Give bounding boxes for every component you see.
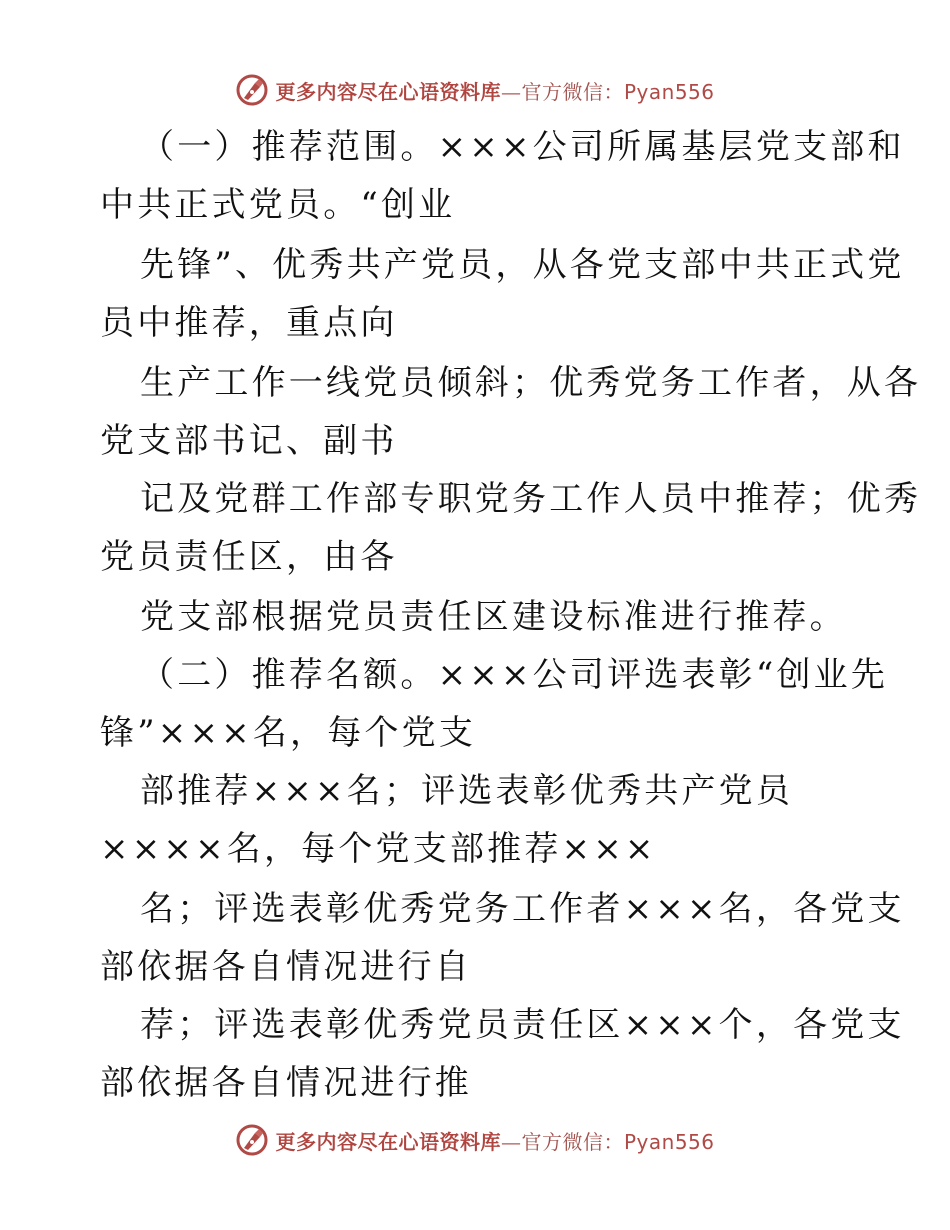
watermark-text	[275, 1126, 714, 1155]
pen-nib-circle-icon	[235, 1123, 269, 1157]
text-line: 中共正式党员。“创业	[100, 185, 456, 225]
watermark-official: 官方微信：	[521, 1129, 624, 1154]
text-line: 锋”×××名，每个党支	[100, 713, 477, 753]
text-line: 部依据各自情况进行自	[100, 947, 472, 987]
watermark-site: 更多内容尽在心语资料库	[275, 1129, 501, 1154]
text-line: （一）推荐范围。×××公司所属基层党支部和	[140, 127, 905, 167]
watermark-site: 更多内容尽在心语资料库	[275, 79, 501, 104]
text-line: 荐；评选表彰优秀党员责任区×××个，各党支	[140, 1005, 905, 1045]
watermark-official: 官方微信：	[521, 79, 624, 104]
watermark-handle: Pyan556	[623, 1129, 715, 1154]
text-line: 记及党群工作部专职党务工作人员中推荐；优秀	[140, 479, 922, 519]
pen-nib-circle-icon	[235, 73, 269, 107]
text-line: 先锋”、优秀共产党员，从各党支部中共正式党	[140, 245, 905, 285]
text-line: 生产工作一线党员倾斜；优秀党务工作者，从各	[140, 363, 922, 403]
text-line: 党员责任区，由各	[100, 537, 398, 577]
text-line: 党支部根据党员责任区建设标准进行推荐。	[140, 597, 847, 637]
text-line: 党支部书记、副书	[100, 421, 398, 461]
text-line: 部推荐×××名；评选表彰优秀共产党员	[140, 771, 794, 811]
watermark-dash: —	[500, 79, 522, 104]
watermark-dash: —	[500, 1129, 522, 1154]
text-line: 部依据各自情况进行推	[100, 1063, 472, 1103]
watermark-text	[275, 76, 714, 105]
watermark-handle: Pyan556	[623, 79, 715, 104]
text-line: 名；评选表彰优秀党务工作者×××名，各党支	[140, 889, 905, 929]
text-line: ××××名，每个党支部推荐×××	[100, 829, 657, 869]
watermark-banner-bottom	[0, 1120, 950, 1160]
text-line: 员中推荐，重点向	[100, 303, 398, 343]
watermark-banner-top	[0, 70, 950, 110]
text-line: （二）推荐名额。×××公司评选表彰“创业先	[140, 655, 889, 695]
